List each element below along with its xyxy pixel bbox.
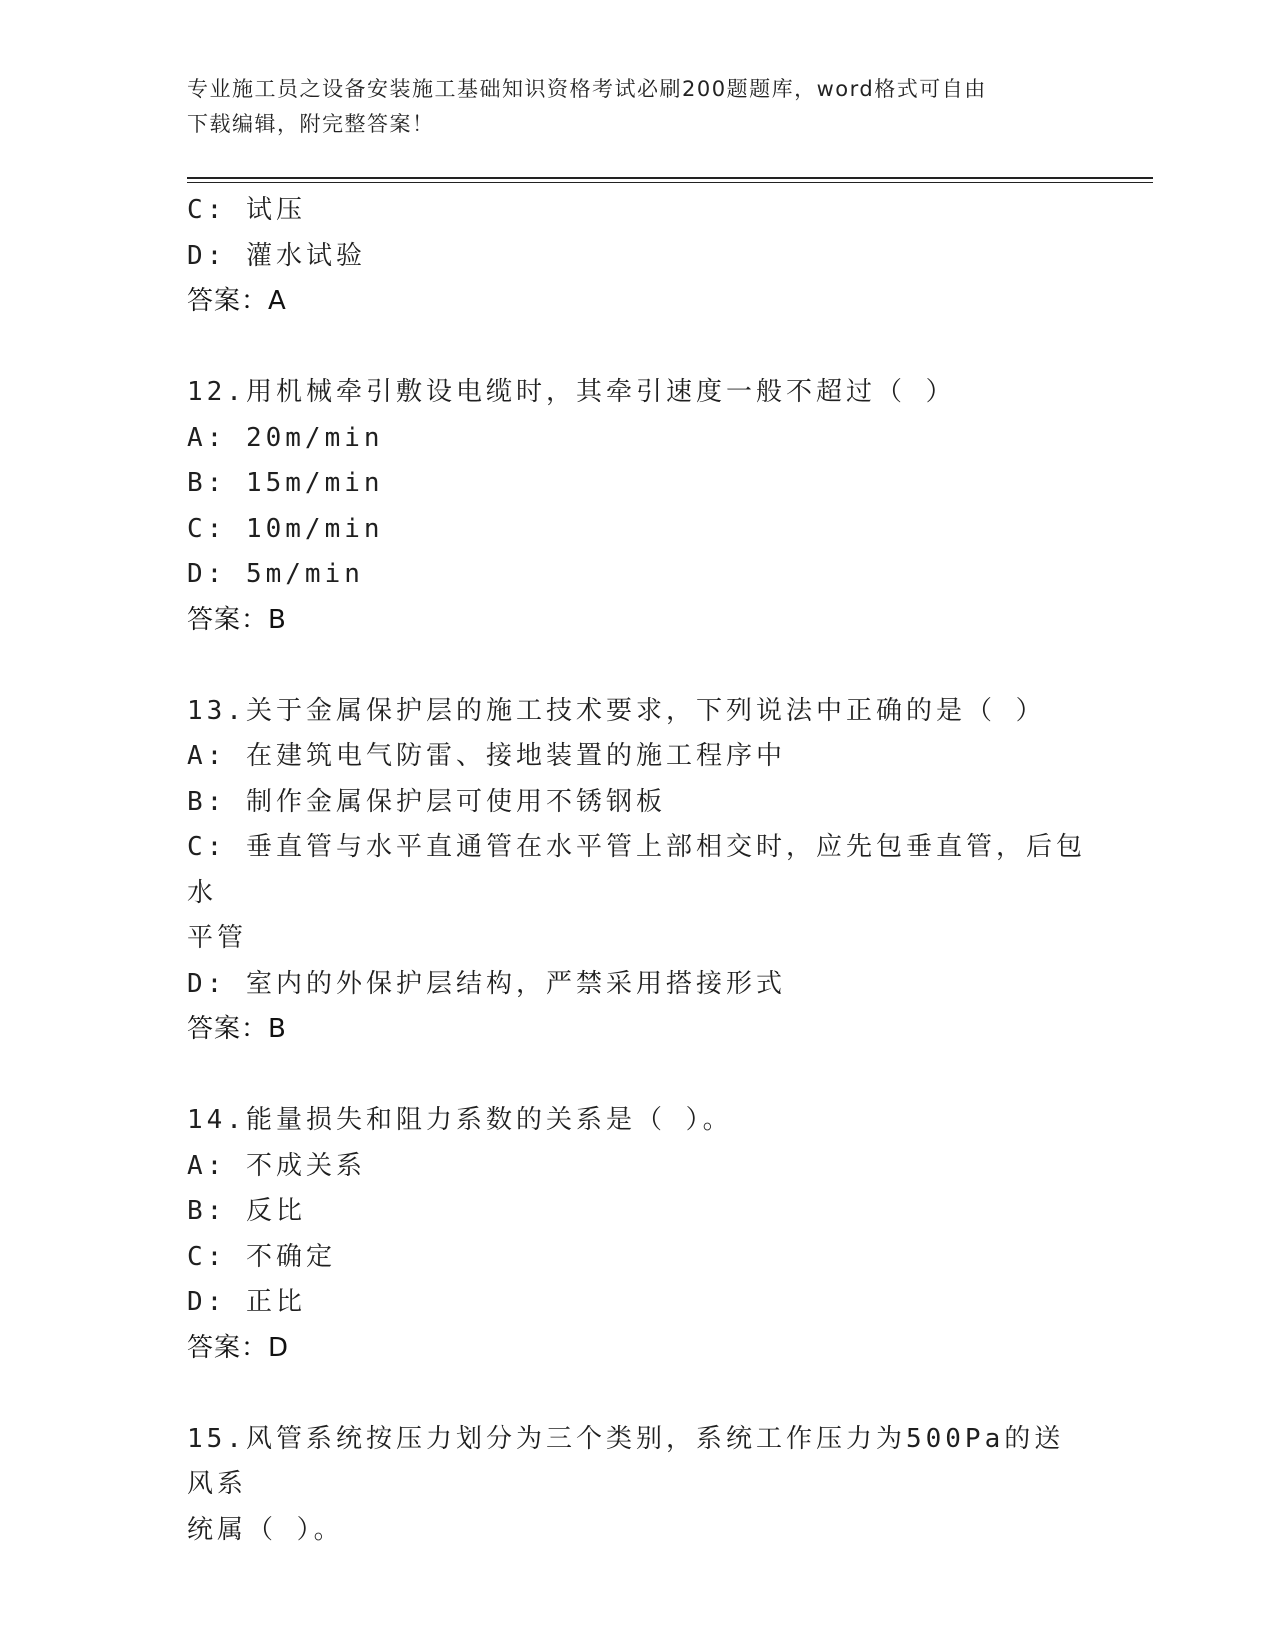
- answer: 答案：B: [187, 1014, 287, 1044]
- answer: 答案：B: [187, 604, 287, 635]
- question-14: [187, 1098, 1087, 1371]
- option-b: B: 反比: [187, 1196, 306, 1226]
- spacer: [187, 325, 1087, 371]
- option-b: B: 15m/min: [187, 468, 384, 498]
- question-list: [187, 188, 1087, 1553]
- spacer: [187, 643, 1087, 689]
- question-13: [187, 689, 1087, 1053]
- option-b: B: 制作金属保护层可使用不锈钢板: [187, 786, 666, 817]
- option-c: C: 10m/min: [187, 513, 384, 544]
- answer: 答案：D: [187, 1332, 290, 1363]
- option-a: A: 不成关系: [187, 1150, 366, 1181]
- option-c-continued: 平管: [187, 923, 248, 953]
- question-text: 15.风管系统按压力划分为三个类别，系统工作压力为500Pa的送风系: [187, 1423, 1065, 1499]
- option-d: D: 灌水试验: [187, 240, 366, 271]
- question-text: 13.关于金属保护层的施工技术要求，下列说法中正确的是（ ）: [187, 695, 1046, 726]
- option-c: C: 不确定: [187, 1241, 336, 1272]
- option-c: C: 垂直管与水平直通管在水平管上部相交时，应先包垂直管，后包水: [187, 832, 1086, 908]
- question-11: [187, 188, 1087, 325]
- header-divider-thin: [187, 182, 1153, 183]
- question-15: [187, 1417, 1087, 1554]
- option-c: C: 试压: [187, 195, 306, 225]
- answer: 答案：A: [187, 286, 287, 316]
- header-line-2: 下载编辑，附完整答案！: [187, 112, 435, 136]
- document-header: [187, 72, 1087, 142]
- question-text-continued: 统属（ ）。: [187, 1514, 344, 1545]
- spacer: [187, 1371, 1087, 1417]
- option-a: A: 在建筑电气防雷、接地装置的施工程序中: [187, 741, 786, 771]
- spacer: [187, 1053, 1087, 1099]
- option-d: D: 正比: [187, 1287, 306, 1317]
- header-divider-thick: [187, 177, 1153, 179]
- question-text: 12.用机械牵引敷设电缆时，其牵引速度一般不超过（ ）: [187, 377, 956, 407]
- question-12: [187, 370, 1087, 643]
- header-line-1: 专业施工员之设备安装施工基础知识资格考试必刷200题题库，word格式可自由: [187, 77, 987, 101]
- question-text: 14.能量损失和阻力系数的关系是（ ）。: [187, 1105, 733, 1135]
- option-d: D: 室内的外保护层结构，严禁采用搭接形式: [187, 968, 786, 999]
- option-a: A: 20m/min: [187, 422, 384, 453]
- option-d: D: 5m/min: [187, 559, 364, 589]
